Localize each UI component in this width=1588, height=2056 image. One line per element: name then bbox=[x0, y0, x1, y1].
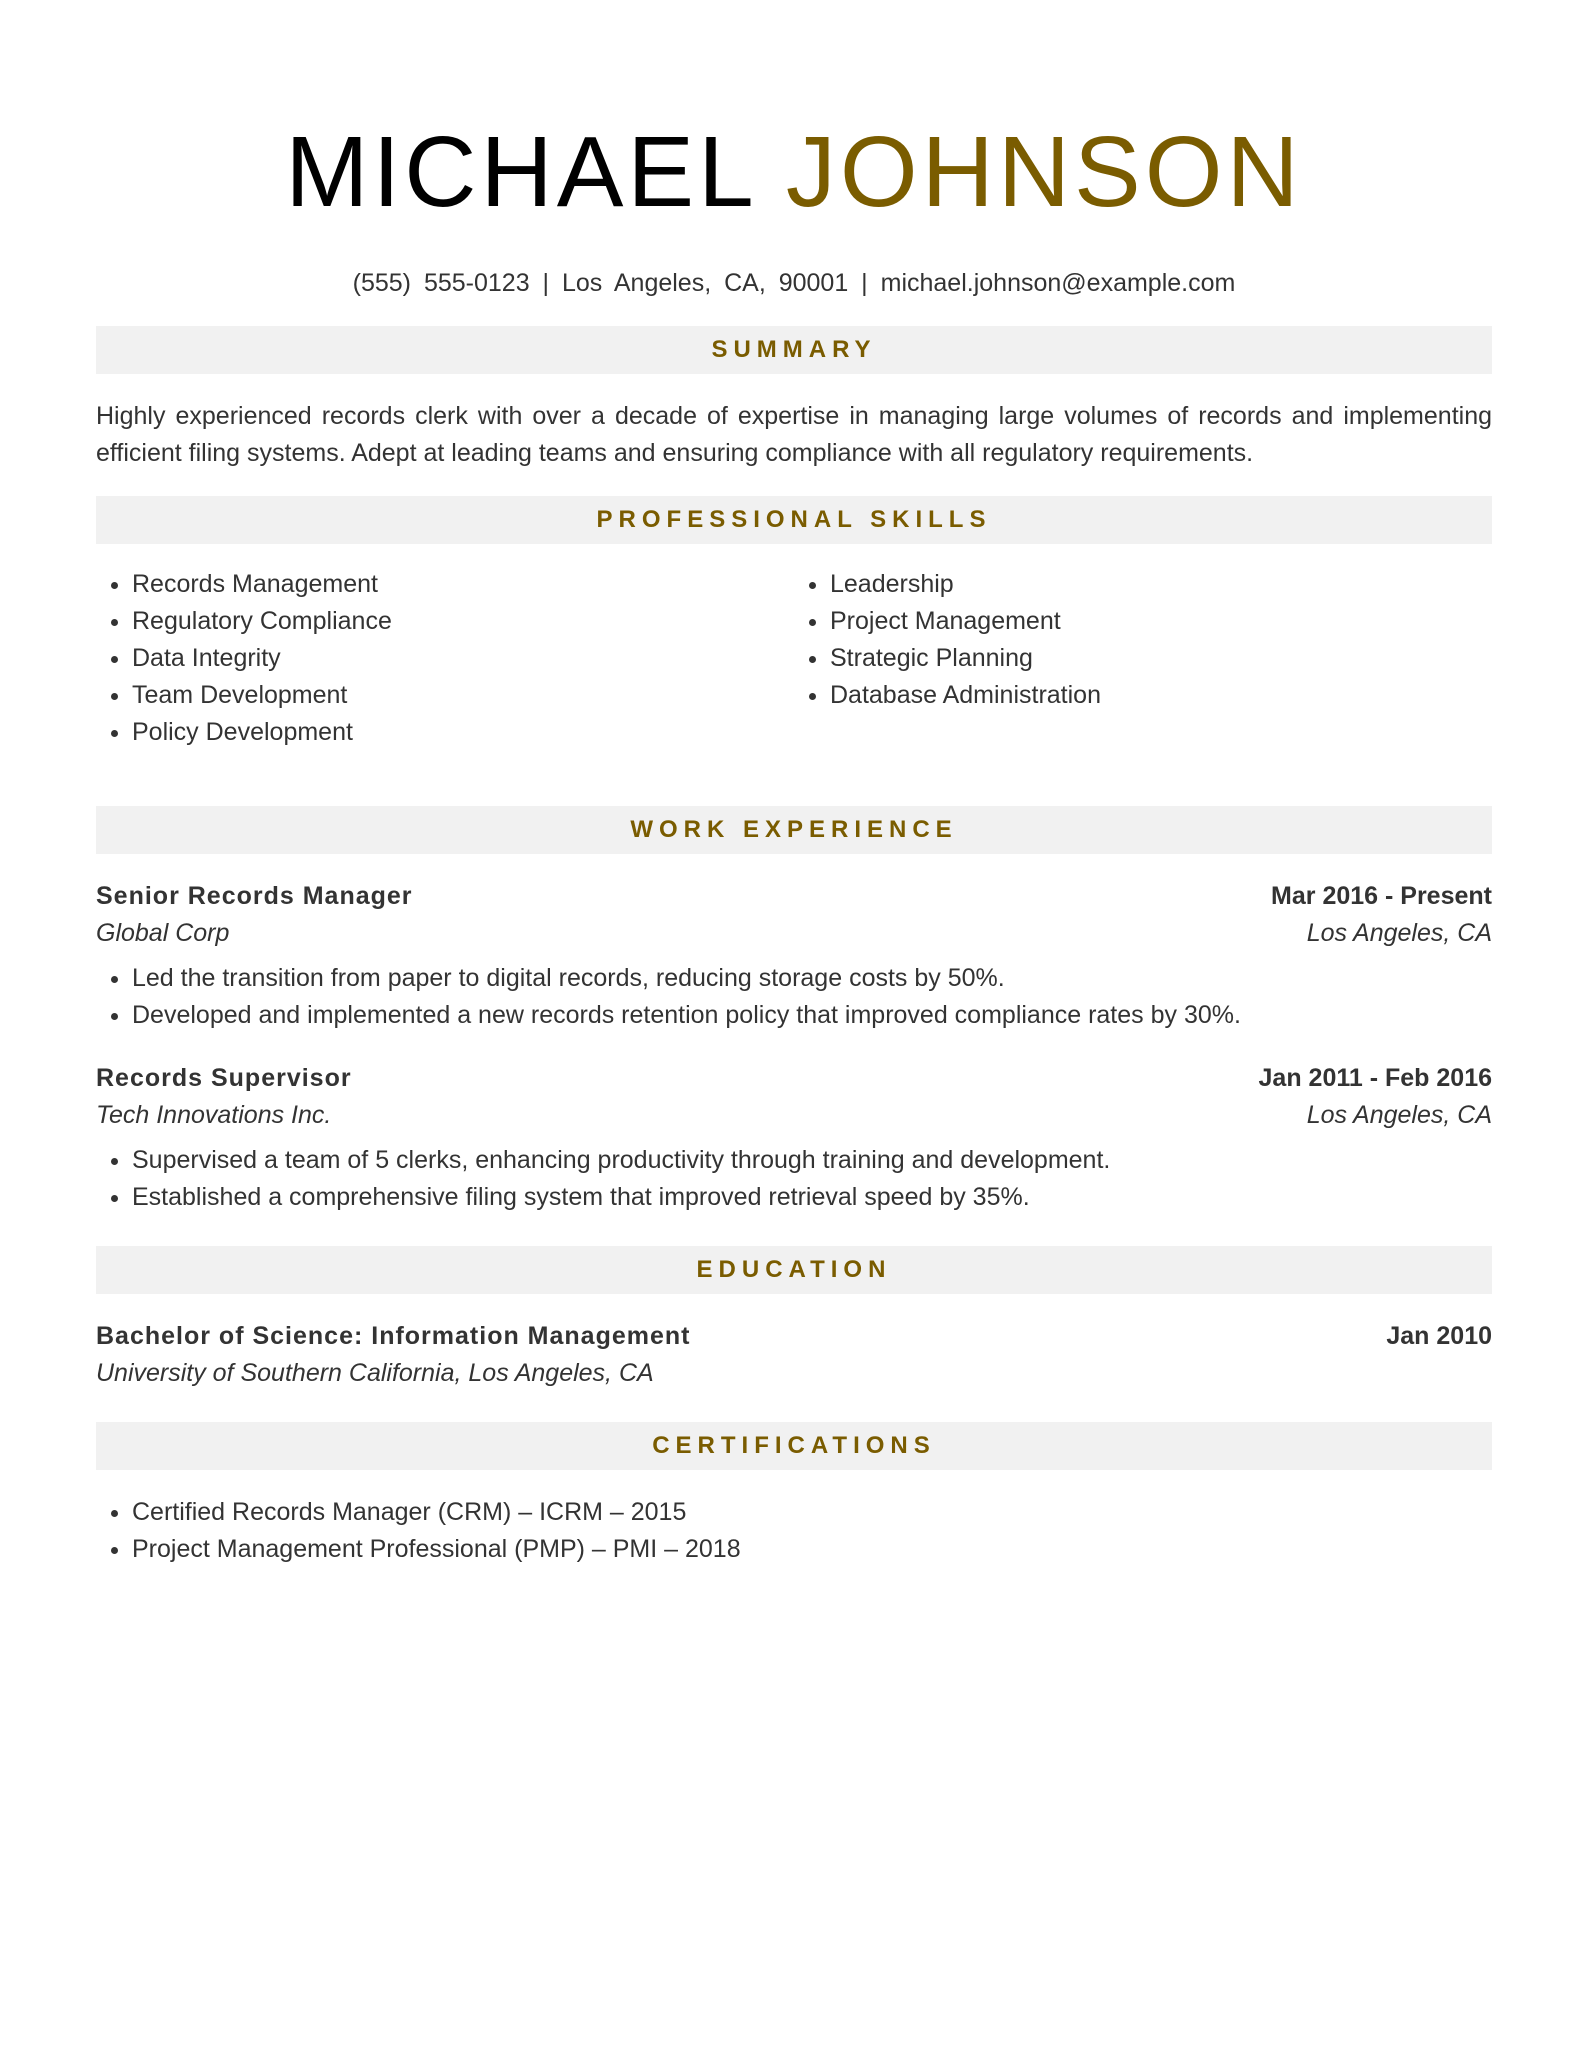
certification-item: • Certified Records Manager (CRM) – ICRM – 2015 bbox=[132, 1494, 1492, 1531]
last-name: JOHNSON bbox=[785, 116, 1303, 228]
certifications-heading: CERTIFICATIONS bbox=[96, 1422, 1492, 1470]
job-bullet: • Established a comprehensive filing system that improved retrieval speed by 35%. bbox=[132, 1179, 1492, 1216]
skills-columns bbox=[96, 566, 1492, 751]
skill-item: • Regulatory Compliance bbox=[132, 603, 794, 640]
skill-item: • Database Administration bbox=[830, 677, 1492, 714]
work-experience-heading: WORK EXPERIENCE bbox=[96, 806, 1492, 854]
education-heading: EDUCATION bbox=[96, 1246, 1492, 1294]
job-dates: Mar 2016 - Present bbox=[1271, 882, 1492, 910]
skills-heading: PROFESSIONAL SKILLS bbox=[96, 496, 1492, 544]
skill-item: • Policy Development bbox=[132, 714, 794, 751]
contact-line: (555) 555-0123 | Los Angeles, CA, 90001 | michael.johnson@example.com bbox=[352, 269, 1236, 297]
certification-item: • Project Management Professional (PMP) – PMI – 2018 bbox=[132, 1531, 1492, 1568]
job-company: Global Corp bbox=[96, 919, 230, 947]
skill-item: • Project Management bbox=[830, 603, 1492, 640]
job-bullet: • Supervised a team of 5 clerks, enhancing productivity through training and development. bbox=[132, 1142, 1492, 1179]
skill-item: • Records Management bbox=[132, 566, 794, 603]
job-location: Los Angeles, CA bbox=[1306, 919, 1492, 947]
job-bullets bbox=[96, 1142, 1492, 1216]
certifications-list bbox=[96, 1494, 1492, 1568]
candidate-name bbox=[96, 0, 1492, 228]
job-company: Tech Innovations Inc. bbox=[96, 1101, 332, 1129]
job-entry bbox=[96, 878, 1492, 1034]
skill-item: • Team Development bbox=[132, 677, 794, 714]
job-title: Senior Records Manager bbox=[96, 882, 413, 910]
skill-item: • Leadership bbox=[830, 566, 1492, 603]
summary-heading: SUMMARY bbox=[96, 326, 1492, 374]
skills-right-list bbox=[794, 566, 1492, 751]
job-bullet: • Developed and implemented a new records retention policy that improved compliance rates by 30%. bbox=[132, 997, 1492, 1034]
education-date: Jan 2010 bbox=[1386, 1322, 1492, 1350]
skill-item: • Data Integrity bbox=[132, 640, 794, 677]
first-name: MICHAEL bbox=[285, 116, 755, 228]
skill-item: • Strategic Planning bbox=[830, 640, 1492, 677]
job-bullet: • Led the transition from paper to digital records, reducing storage costs by 50%. bbox=[132, 960, 1492, 997]
degree: Bachelor of Science: Information Management bbox=[96, 1322, 691, 1350]
job-title: Records Supervisor bbox=[96, 1064, 352, 1092]
skills-left-list bbox=[96, 566, 794, 751]
summary-text: Highly experienced records clerk with over a decade of expertise in managing large volumes of records and implementing efficient filing systems. Adept at leading teams and ensuring compliance with all regulatory requirements. bbox=[96, 402, 1492, 467]
job-bullets bbox=[96, 960, 1492, 1034]
job-dates: Jan 2011 - Feb 2016 bbox=[1258, 1064, 1492, 1092]
school: University of Southern California, Los Angeles, CA bbox=[96, 1359, 654, 1387]
education-entry bbox=[96, 1318, 1492, 1392]
job-location: Los Angeles, CA bbox=[1306, 1101, 1492, 1129]
job-entry bbox=[96, 1060, 1492, 1216]
